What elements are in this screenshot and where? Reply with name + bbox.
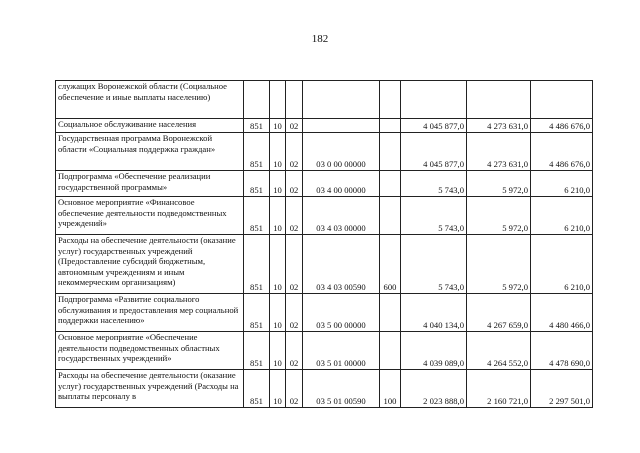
admin-code: 851: [244, 235, 270, 294]
page-number: 182: [311, 33, 329, 45]
target-code: 03 4 03 00000: [303, 197, 380, 235]
type-code: 100: [380, 370, 401, 408]
section-code: 10: [270, 133, 286, 171]
type-code: [380, 81, 401, 119]
table-row: [56, 81, 593, 119]
type-code: [380, 133, 401, 171]
section-code: 10: [270, 294, 286, 332]
section-code: 10: [270, 370, 286, 408]
row-name: Расходы на обеспечение деятельности (оказание услуг) государственных учреждений (Предоставление субсидий бюджетным, автономным учреждениям и иным некоммерческим организациям): [56, 235, 244, 294]
amount-year-3: [531, 81, 593, 119]
admin-code: [244, 81, 270, 119]
type-code: [380, 294, 401, 332]
amount-year-3: 4 486 676,0: [531, 133, 593, 171]
amount-year-3: 2 297 501,0: [531, 370, 593, 408]
amount-year-3: 4 478 690,0: [531, 332, 593, 370]
subsection-code: 02: [286, 133, 303, 171]
table-row: [56, 370, 593, 408]
table-row: [56, 171, 593, 197]
amount-year-1: 4 040 134,0: [401, 294, 467, 332]
type-code: [380, 171, 401, 197]
section-code: 10: [270, 171, 286, 197]
table-row: [56, 119, 593, 133]
target-code: [303, 119, 380, 133]
subsection-code: [286, 81, 303, 119]
subsection-code: 02: [286, 197, 303, 235]
amount-year-1: 5 743,0: [401, 235, 467, 294]
section-code: 10: [270, 119, 286, 133]
target-code: 03 5 01 00590: [303, 370, 380, 408]
subsection-code: 02: [286, 235, 303, 294]
target-code: 03 5 01 00000: [303, 332, 380, 370]
target-code: 03 0 00 00000: [303, 133, 380, 171]
target-code: 03 4 00 00000: [303, 171, 380, 197]
type-code: 600: [380, 235, 401, 294]
type-code: [380, 119, 401, 133]
subsection-code: 02: [286, 119, 303, 133]
admin-code: 851: [244, 133, 270, 171]
section-code: 10: [270, 332, 286, 370]
subsection-code: 02: [286, 370, 303, 408]
subsection-code: 02: [286, 171, 303, 197]
section-code: 10: [270, 235, 286, 294]
amount-year-2: [467, 81, 531, 119]
admin-code: 851: [244, 370, 270, 408]
amount-year-2: 5 972,0: [467, 197, 531, 235]
amount-year-3: 6 210,0: [531, 235, 593, 294]
amount-year-2: 5 972,0: [467, 171, 531, 197]
admin-code: 851: [244, 332, 270, 370]
amount-year-3: 4 486 676,0: [531, 119, 593, 133]
row-name: Основное мероприятие «Обеспечение деятельности подведомственных областных государственных учреждений»: [56, 332, 244, 370]
amount-year-2: 4 273 631,0: [467, 133, 531, 171]
amount-year-2: 2 160 721,0: [467, 370, 531, 408]
amount-year-2: 5 972,0: [467, 235, 531, 294]
amount-year-2: 4 273 631,0: [467, 119, 531, 133]
amount-year-3: 4 480 466,0: [531, 294, 593, 332]
row-name: Подпрограмма «Обеспечение реализации государственной программы»: [56, 171, 244, 197]
row-name: Социальное обслуживание населения: [56, 119, 244, 133]
row-name: служащих Воронежской области (Социальное обеспечение и иные выплаты населению): [56, 81, 244, 119]
row-name: Основное мероприятие «Финансовое обеспечение деятельности подведомственных учреждений»: [56, 197, 244, 235]
admin-code: 851: [244, 197, 270, 235]
admin-code: 851: [244, 119, 270, 133]
amount-year-1: 4 039 089,0: [401, 332, 467, 370]
amount-year-3: 6 210,0: [531, 197, 593, 235]
table-row: [56, 294, 593, 332]
table-row: [56, 332, 593, 370]
target-code: [303, 81, 380, 119]
budget-table: [55, 80, 593, 408]
amount-year-2: 4 264 552,0: [467, 332, 531, 370]
table-row: [56, 133, 593, 171]
target-code: 03 4 03 00590: [303, 235, 380, 294]
subsection-code: 02: [286, 294, 303, 332]
row-name: Расходы на обеспечение деятельности (оказание услуг) государственных учреждений (Расходы на выплаты персоналу в: [56, 370, 244, 408]
amount-year-1: 4 045 877,0: [401, 133, 467, 171]
subsection-code: 02: [286, 332, 303, 370]
amount-year-1: 5 743,0: [401, 197, 467, 235]
table-body: [56, 81, 593, 408]
section-code: [270, 81, 286, 119]
amount-year-3: 6 210,0: [531, 171, 593, 197]
amount-year-1: 4 045 877,0: [401, 119, 467, 133]
amount-year-1: 5 743,0: [401, 171, 467, 197]
amount-year-1: 2 023 888,0: [401, 370, 467, 408]
section-code: 10: [270, 197, 286, 235]
type-code: [380, 197, 401, 235]
type-code: [380, 332, 401, 370]
amount-year-2: 4 267 659,0: [467, 294, 531, 332]
amount-year-1: [401, 81, 467, 119]
table-row: [56, 197, 593, 235]
row-name: Государственная программа Воронежской области «Социальная поддержка граждан»: [56, 133, 244, 171]
admin-code: 851: [244, 171, 270, 197]
admin-code: 851: [244, 294, 270, 332]
table-row: [56, 235, 593, 294]
target-code: 03 5 00 00000: [303, 294, 380, 332]
row-name: Подпрограмма «Развитие социального обслуживания и предоставления мер социальной поддержки населению»: [56, 294, 244, 332]
